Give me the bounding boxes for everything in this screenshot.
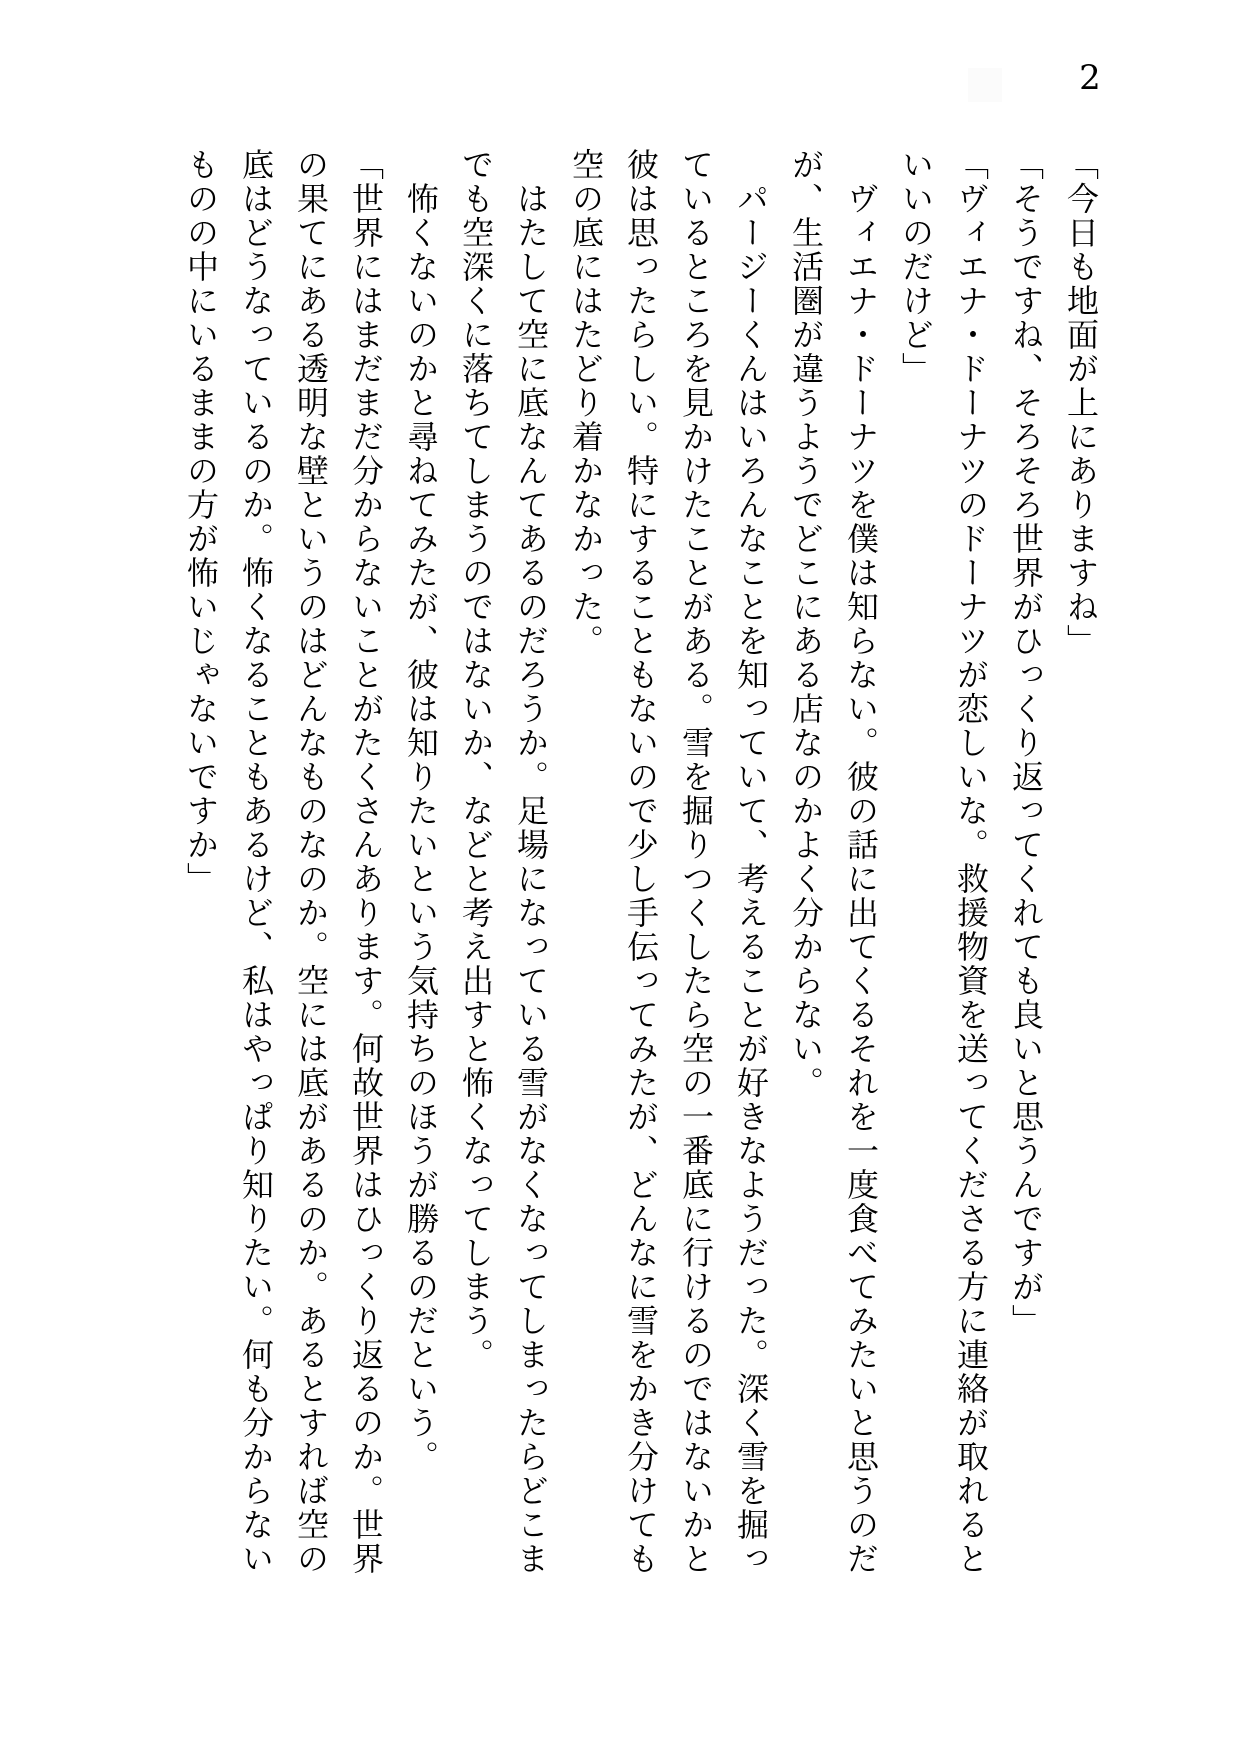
- paragraph: パージーくんはいろんなことを知っていて、考えることが好きなようだった。深く雪を掘っているところを見かけたことがある。雪を掘りつくしたら空の一番底に行けるのではないかと彼は思ったらしい。特にすることもないので少し手伝ってみたが、どんなに雪をかき分けても空の底にはたどり着かなかった。: [567, 148, 770, 1576]
- paragraph: はたして空に底なんてあるのだろうか。足場になっている雪がなくなってしまったらどこまでも空深くに落ちてしまうのではないか、などと考え出すと怖くなってしまう。: [457, 148, 550, 1576]
- paragraph: 「そうですね、そろそろ世界がひっくり返ってくれても良いと思うんですが」: [1007, 148, 1045, 1338]
- paragraph: 怖くないのかと尋ねてみたが、彼は知りたいという気持ちのほうが勝るのだという。: [402, 182, 440, 1474]
- paragraph: 「世界にはまだまだ分からないことがたくさんあります。何故世界はひっくり返るのか。世界の果てにある透明な壁というのはどんなものなのか。空には底があるのか。あるとすれば空の底はどうなっているのか。怖くなることもあるけど、私はやっぱり知りたい。何も分からないものの中にいるままの方が怖いじゃないですか」: [182, 148, 385, 1576]
- paragraph: 「ヴィエナ・ドーナツのドーナツが恋しいな。救援物資を送ってくださる方に連絡が取れるといいのだけど」: [897, 148, 990, 1576]
- paragraph: 「今日も地面が上にありますね」: [1062, 148, 1100, 658]
- page-number: 2: [1079, 58, 1101, 98]
- paragraph: ヴィエナ・ドーナツを僕は知らない。彼の話に出てくるそれを一度食べてみたいと思うのだが、生活圏が違うようでどこにある店なのかよく分からない。: [787, 148, 880, 1576]
- scan-artifact: [968, 68, 1002, 102]
- vertical-text-block: [173, 148, 1108, 1580]
